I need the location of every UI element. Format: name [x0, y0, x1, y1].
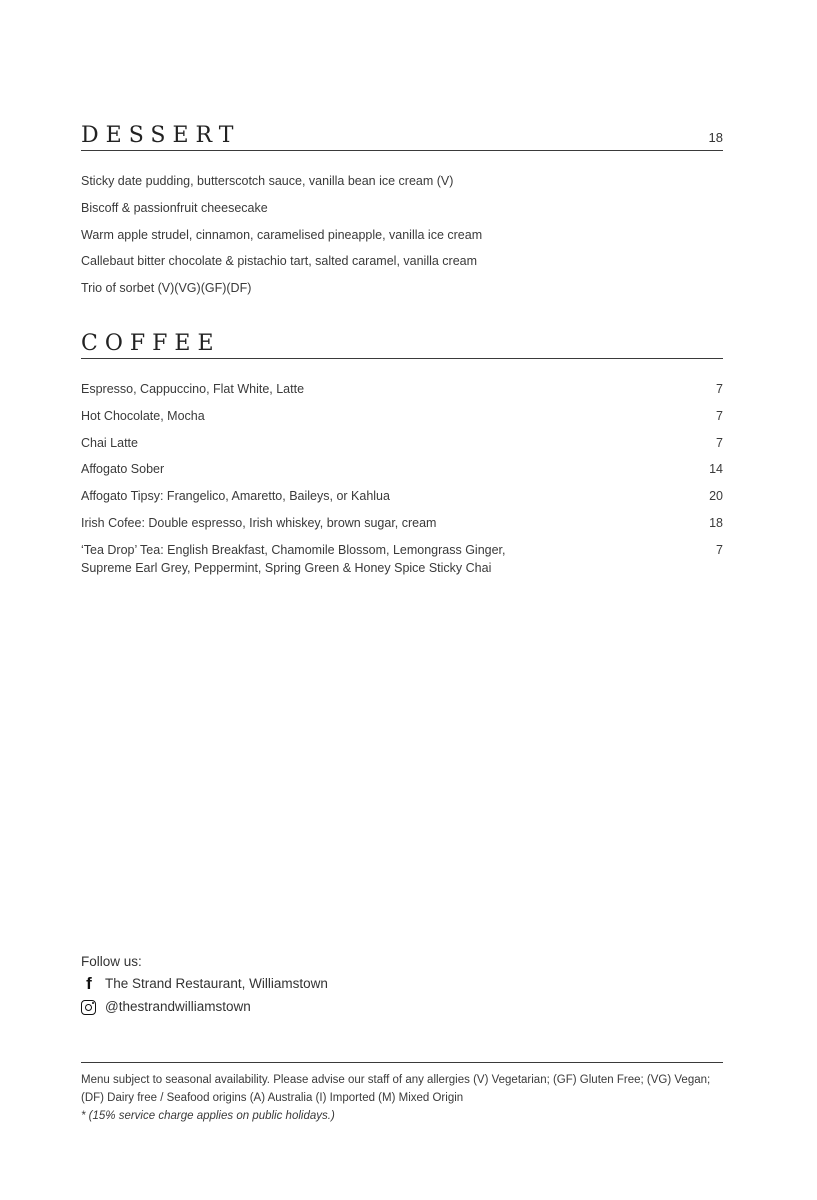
coffee-item — [81, 541, 723, 577]
coffee-item-name: ‘Tea Drop’ Tea: English Breakfast, Chamomile Blossom, Lemongrass Ginger, Supreme Earl Grey, Peppermint, Spring Green & Honey Spice Sticky Chai — [81, 542, 506, 575]
facebook-link[interactable] — [81, 975, 328, 993]
dessert-item-name: Trio of sorbet (V)(VG)(GF)(DF) — [81, 281, 252, 296]
footer-disclaimer: Menu subject to seasonal availability. Please advise our staff of any allergies (V) Vegetarian; (GF) Gluten Free; (VG) Vegan; (DF) Dairy free / Seafood origins (A) Australia (I) Imported (M) Mixed Origin — [81, 1074, 711, 1104]
coffee-item-name: Affogato Sober — [81, 462, 165, 477]
footer — [81, 1062, 723, 1125]
dessert-item-name: Warm apple strudel, cinnamon, caramelised pineapple, vanilla ice cream — [81, 227, 483, 242]
follow-label: Follow us: — [81, 954, 142, 969]
coffee-item — [81, 380, 723, 398]
coffee-item-price: 7 — [716, 408, 723, 423]
dessert-section — [81, 124, 723, 306]
coffee-item-name: Chai Latte — [81, 435, 138, 450]
dessert-item-name: Biscoff & passionfruit cheesecake — [81, 200, 268, 215]
coffee-title: COFFEE — [81, 331, 221, 356]
coffee-item-price: 20 — [709, 489, 723, 504]
coffee-item-price: 18 — [709, 515, 723, 530]
coffee-item-name: Irish Cofee: Double espresso, Irish whiskey, brown sugar, cream — [81, 515, 437, 530]
follow-us — [81, 954, 328, 1021]
footer-note: * (15% service charge applies on public holidays.) — [81, 1110, 335, 1122]
coffee-item — [81, 407, 723, 425]
instagram-link[interactable] — [81, 998, 328, 1016]
coffee-section — [81, 332, 723, 586]
dessert-item-name: Sticky date pudding, butterscotch sauce, vanilla bean ice cream (V) — [81, 174, 454, 188]
dessert-price: 18 — [708, 130, 723, 145]
coffee-list — [81, 380, 723, 577]
coffee-item-name: Hot Chocolate, Mocha — [81, 408, 205, 423]
dessert-item — [81, 226, 723, 244]
dessert-item-name: Callebaut bitter chocolate & pistachio tart, salted caramel, vanilla cream — [81, 254, 478, 269]
coffee-item — [81, 514, 723, 532]
dessert-item — [81, 199, 723, 217]
facebook-icon: f — [86, 974, 92, 993]
coffee-item — [81, 487, 723, 505]
coffee-item-price: 14 — [709, 462, 723, 477]
coffee-item-price: 7 — [716, 542, 723, 557]
facebook-text: The Strand Restaurant, Williamstown — [105, 976, 328, 991]
dessert-list — [81, 172, 723, 297]
coffee-item-name: Affogato Tipsy: Frangelico, Amaretto, Baileys, or Kahlua — [81, 489, 390, 504]
dessert-item — [81, 172, 723, 190]
instagram-icon — [81, 1000, 96, 1015]
instagram-text: @thestrandwilliamstown — [105, 999, 251, 1014]
coffee-item-price: 7 — [716, 435, 723, 450]
dessert-header — [81, 124, 723, 151]
dessert-item — [81, 252, 723, 270]
coffee-item-price: 7 — [716, 382, 723, 396]
coffee-header — [81, 332, 723, 359]
coffee-item — [81, 434, 723, 452]
dessert-item — [81, 279, 723, 297]
coffee-item-name: Espresso, Cappuccino, Flat White, Latte — [81, 382, 305, 396]
coffee-item — [81, 460, 723, 478]
dessert-title: DESSERT — [81, 123, 241, 148]
